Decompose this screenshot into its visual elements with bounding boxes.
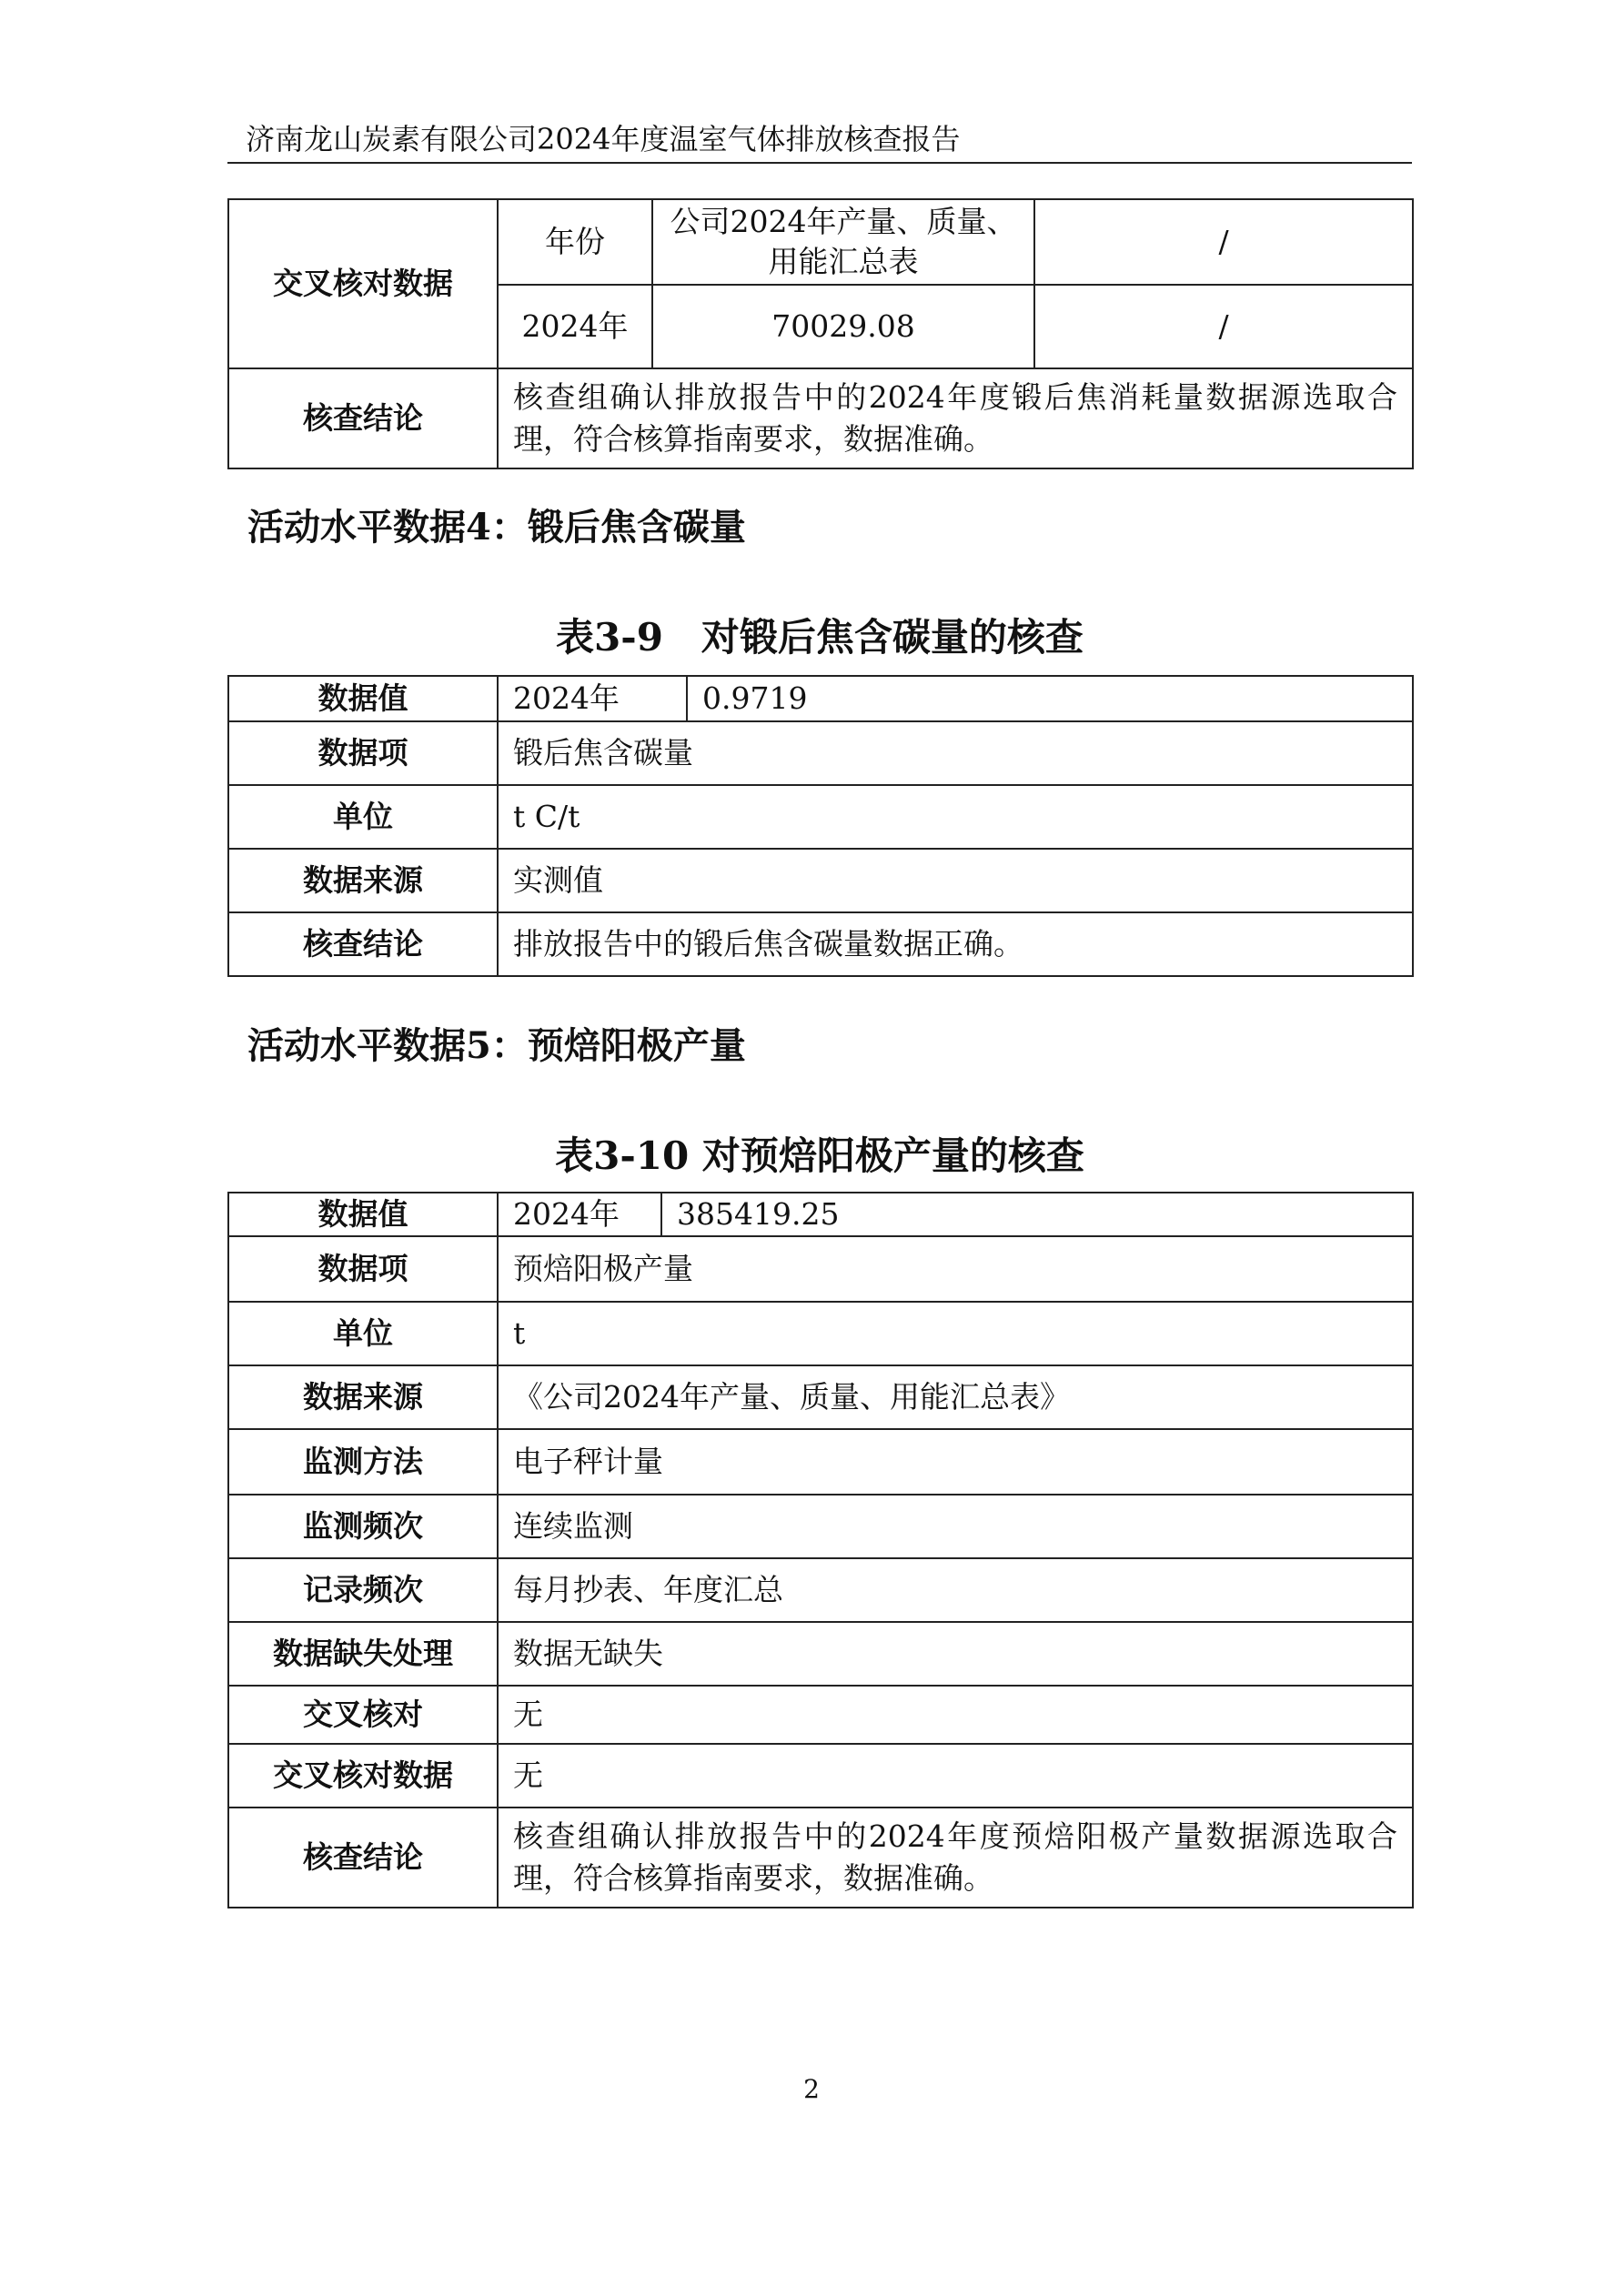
- row-label: 数据缺失处理: [228, 1622, 498, 1686]
- row-label: 交叉核对: [228, 1686, 498, 1744]
- row-label: 数据值: [228, 1193, 498, 1236]
- slash-cell: /: [1034, 199, 1413, 285]
- value-cell: 实测值: [498, 849, 1413, 912]
- cross-check-table: [227, 198, 1414, 469]
- table-3-10: [227, 1192, 1414, 1908]
- value-cell: 连续监测: [498, 1495, 1413, 1558]
- table-3-9-caption: 表3-9 对锻后焦含碳量的核查: [556, 615, 1084, 660]
- row-label: 单位: [228, 1302, 498, 1365]
- header-rule: [227, 162, 1412, 164]
- value-cell: 电子秤计量: [498, 1429, 1413, 1495]
- table-3-9: [227, 675, 1414, 977]
- row-label: 数据项: [228, 1236, 498, 1302]
- year-cell: 2024年: [498, 676, 687, 721]
- page-number: 2: [803, 2074, 820, 2104]
- row-label: 数据值: [228, 676, 498, 721]
- row-label: 数据项: [228, 721, 498, 785]
- value-cell: t C/t: [498, 785, 1413, 849]
- section-heading-4: 活动水平数据4：锻后焦含碳量: [247, 506, 746, 549]
- value-cell: 385419.25: [661, 1193, 1413, 1236]
- value-cell: 0.9719: [687, 676, 1413, 721]
- slash-cell: /: [1034, 285, 1413, 368]
- row-label: 核查结论: [228, 912, 498, 976]
- value-cell: 预焙阳极产量: [498, 1236, 1413, 1302]
- value-cell: 锻后焦含碳量: [498, 721, 1413, 785]
- row-label: 记录频次: [228, 1558, 498, 1622]
- row-label: 数据来源: [228, 849, 498, 912]
- source-header: 公司2024年产量、质量、用能汇总表: [652, 199, 1034, 285]
- value-cell: 排放报告中的锻后焦含碳量数据正确。: [498, 912, 1413, 976]
- value-cell: 70029.08: [652, 285, 1034, 368]
- row-label: 单位: [228, 785, 498, 849]
- year-cell: 2024年: [498, 285, 652, 368]
- row-label: 监测方法: [228, 1429, 498, 1495]
- value-cell: 无: [498, 1686, 1413, 1744]
- value-cell: 《公司2024年产量、质量、用能汇总表》: [498, 1365, 1413, 1429]
- year-header: 年份: [498, 199, 652, 285]
- conclusion-text: 核查组确认排放报告中的2024年度预焙阳极产量数据源选取合理，符合核算指南要求，数据准确。: [498, 1808, 1413, 1908]
- page-header: 济南龙山炭素有限公司2024年度温室气体排放核查报告: [246, 122, 961, 156]
- section-heading-5: 活动水平数据5：预焙阳极产量: [247, 1024, 746, 1067]
- value-cell: t: [498, 1302, 1413, 1365]
- conclusion-text: 核查组确认排放报告中的2024年度锻后焦消耗量数据源选取合理，符合核算指南要求，数据准确。: [498, 368, 1413, 468]
- row-label: 交叉核对数据: [228, 1744, 498, 1808]
- value-cell: 无: [498, 1744, 1413, 1808]
- value-cell: 数据无缺失: [498, 1622, 1413, 1686]
- row-label: 核查结论: [228, 1808, 498, 1908]
- cross-check-label: 交叉核对数据: [228, 199, 498, 368]
- year-cell: 2024年: [498, 1193, 661, 1236]
- table-3-10-caption: 表3-10 对预焙阳极产量的核查: [555, 1133, 1084, 1178]
- value-cell: 每月抄表、年度汇总: [498, 1558, 1413, 1622]
- row-label: 监测频次: [228, 1495, 498, 1558]
- conclusion-label: 核查结论: [228, 368, 498, 468]
- row-label: 数据来源: [228, 1365, 498, 1429]
